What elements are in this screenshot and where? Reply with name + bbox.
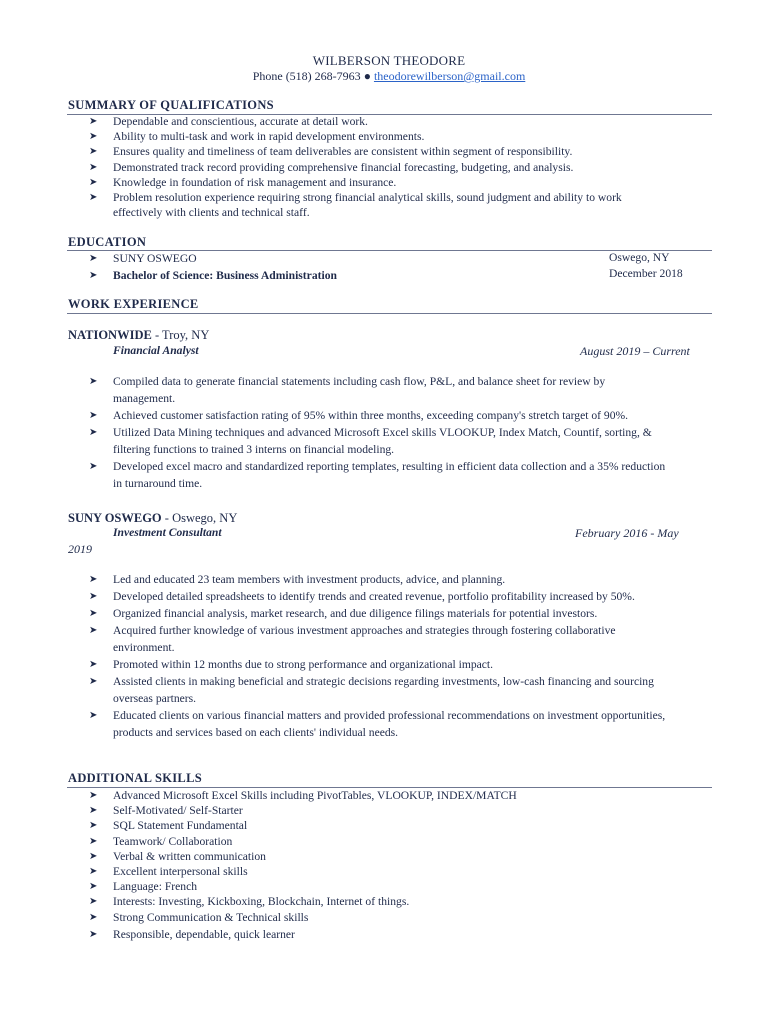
employer-location: - Oswego, NY	[161, 511, 238, 525]
arrowhead-bullet-icon: ➤	[89, 911, 98, 923]
list-item	[89, 250, 699, 267]
summary-list	[89, 114, 719, 220]
degree-name: Bachelor of Science: Business Administration	[113, 269, 337, 282]
work-heading: WORK EXPERIENCE	[68, 297, 199, 311]
list-item: ➤ Utilized Data Mining techniques and advanced Microsoft Excel skills VLOOKUP, Index Match, Countif, sorting, & filtering functions to trained 3 interns on financial modeling.	[89, 426, 652, 456]
employer-name: NATIONWIDE	[68, 328, 152, 342]
arrowhead-bullet-icon: ➤	[89, 192, 98, 204]
arrowhead-bullet-icon: ➤	[89, 835, 98, 847]
work-rule	[67, 313, 712, 314]
list-item: ➤ Language: French	[89, 880, 198, 894]
list-item: ➤ Promoted within 12 months due to strong performance and organizational impact.	[89, 658, 494, 671]
arrowhead-bullet-icon: ➤	[89, 116, 98, 127]
arrowhead-bullet-icon: ➤	[89, 625, 98, 636]
arrowhead-bullet-icon: ➤	[89, 270, 98, 281]
candidate-name: WILBERSON THEODORE	[312, 53, 466, 68]
list-item: ➤ Ensures quality and timeliness of team deliverables are consistent within segment of responsibility.	[89, 145, 573, 159]
list-item: ➤ Knowledge in foundation of risk management and insurance.	[89, 175, 397, 189]
list-item: ➤ Verbal & written communication	[89, 849, 266, 863]
arrowhead-bullet-icon: ➤	[89, 591, 98, 602]
list-item: ➤ Organized financial analysis, market research, and due diligence filings materials for potential investors.	[89, 607, 598, 620]
phone-number: Phone (518) 268-7963	[252, 69, 361, 83]
arrowhead-bullet-icon: ➤	[89, 461, 98, 472]
job-dates: February 2016 - May	[575, 526, 679, 540]
list-item: ➤ Led and educated 23 team members with investment products, advice, and planning.	[89, 573, 506, 586]
list-item	[89, 267, 699, 284]
arrowhead-bullet-icon: ➤	[89, 928, 98, 940]
arrowhead-bullet-icon: ➤	[89, 410, 98, 421]
arrowhead-bullet-icon: ➤	[89, 881, 98, 893]
skills-heading: ADDITIONAL SKILLS	[68, 771, 202, 785]
employer-line	[68, 328, 209, 343]
job-dates: August 2019 – Current	[580, 344, 690, 358]
school-name: SUNY OSWEGO	[113, 252, 197, 265]
job-bullets	[89, 571, 719, 741]
job-title: Financial Analyst	[113, 344, 199, 357]
arrowhead-bullet-icon: ➤	[89, 574, 98, 585]
list-item: ➤ Assisted clients in making beneficial and strategic decisions regarding investments, low-cash financing and sourcing overseas partners.	[89, 675, 654, 705]
separator-dot: ●	[363, 69, 371, 83]
job-dates-continued: 2019	[68, 542, 92, 556]
school-location: Oswego, NY	[609, 251, 670, 264]
arrowhead-bullet-icon: ➤	[89, 427, 98, 438]
list-item: ➤ Compiled data to generate financial statements including cash flow, P&L, and balance sheet for review by management.	[89, 375, 606, 405]
contact-line	[0, 69, 768, 84]
arrowhead-bullet-icon: ➤	[89, 866, 98, 878]
arrowhead-bullet-icon: ➤	[89, 790, 98, 801]
list-item: ➤ Acquired further knowledge of various investment approaches and strategies through fostering collaborative environment.	[89, 624, 616, 654]
arrowhead-bullet-icon: ➤	[89, 820, 98, 832]
job-title: Investment Consultant	[113, 526, 222, 539]
list-item: ➤ Demonstrated track record providing comprehensive financial forecasting, budgeting, and analysis.	[89, 160, 574, 174]
arrowhead-bullet-icon: ➤	[89, 146, 98, 158]
arrowhead-bullet-icon: ➤	[89, 805, 98, 817]
arrowhead-bullet-icon: ➤	[89, 176, 98, 188]
arrowhead-bullet-icon: ➤	[89, 676, 98, 687]
arrowhead-bullet-icon: ➤	[89, 376, 98, 387]
arrowhead-bullet-icon: ➤	[89, 659, 98, 670]
list-item: ➤ Ability to multi-task and work in rapid development environments.	[89, 130, 425, 144]
list-item: ➤ Self-Motivated/ Self-Starter	[89, 804, 243, 818]
list-item: ➤ Excellent interpersonal skills	[89, 865, 248, 879]
summary-heading: SUMMARY OF QUALIFICATIONS	[68, 98, 274, 112]
employer-location: - Troy, NY	[151, 328, 210, 342]
list-item: ➤ Achieved customer satisfaction rating of 95% within three months, exceeding company's stretch target of 90%.	[89, 409, 629, 422]
skills-list	[89, 788, 719, 942]
list-item: ➤ Responsible, dependable, quick learner	[89, 927, 295, 941]
employer-line	[68, 511, 237, 526]
list-item: ➤ Developed excel macro and standardized reporting templates, resulting in efficient data collection and a 35% reduction in turnaround time.	[89, 460, 666, 490]
job-bullets	[89, 373, 719, 492]
list-item: ➤ Advanced Microsoft Excel Skills including PivotTables, VLOOKUP, INDEX/MATCH	[89, 789, 517, 802]
arrowhead-bullet-icon: ➤	[89, 710, 98, 721]
arrowhead-bullet-icon: ➤	[89, 161, 98, 173]
list-item: ➤ Teamwork/ Collaboration	[89, 834, 233, 848]
arrowhead-bullet-icon: ➤	[89, 131, 98, 143]
arrowhead-bullet-icon: ➤	[89, 850, 98, 862]
degree-date: December 2018	[609, 267, 683, 280]
email-link[interactable]: theodorewilberson@gmail.com	[373, 69, 526, 83]
list-item: ➤ Strong Communication & Technical skills	[89, 910, 309, 924]
list-item: ➤ SQL Statement Fundamental	[89, 819, 248, 833]
list-item: ➤ Dependable and conscientious, accurate at detail work.	[89, 115, 368, 128]
employer-name: SUNY OSWEGO	[68, 511, 162, 525]
arrowhead-bullet-icon: ➤	[89, 608, 98, 619]
list-item: ➤ Educated clients on various financial matters and provided professional recommendations on investment opportunities, products and services based on each clients' individual needs.	[89, 709, 666, 739]
arrowhead-bullet-icon: ➤	[89, 896, 98, 908]
arrowhead-bullet-icon: ➤	[89, 253, 98, 264]
list-item: ➤ Interests: Investing, Kickboxing, Blockchain, Internet of things.	[89, 895, 410, 909]
education-list	[89, 250, 699, 284]
education-heading: EDUCATION	[68, 235, 147, 249]
list-item: ➤ Problem resolution experience requiring strong financial analytical skills, sound judgment and ability to work effectively with clients and technical staff.	[89, 191, 622, 220]
list-item: ➤ Developed detailed spreadsheets to identify trends and created revenue, portfolio profitability increased by 50%.	[89, 590, 635, 603]
